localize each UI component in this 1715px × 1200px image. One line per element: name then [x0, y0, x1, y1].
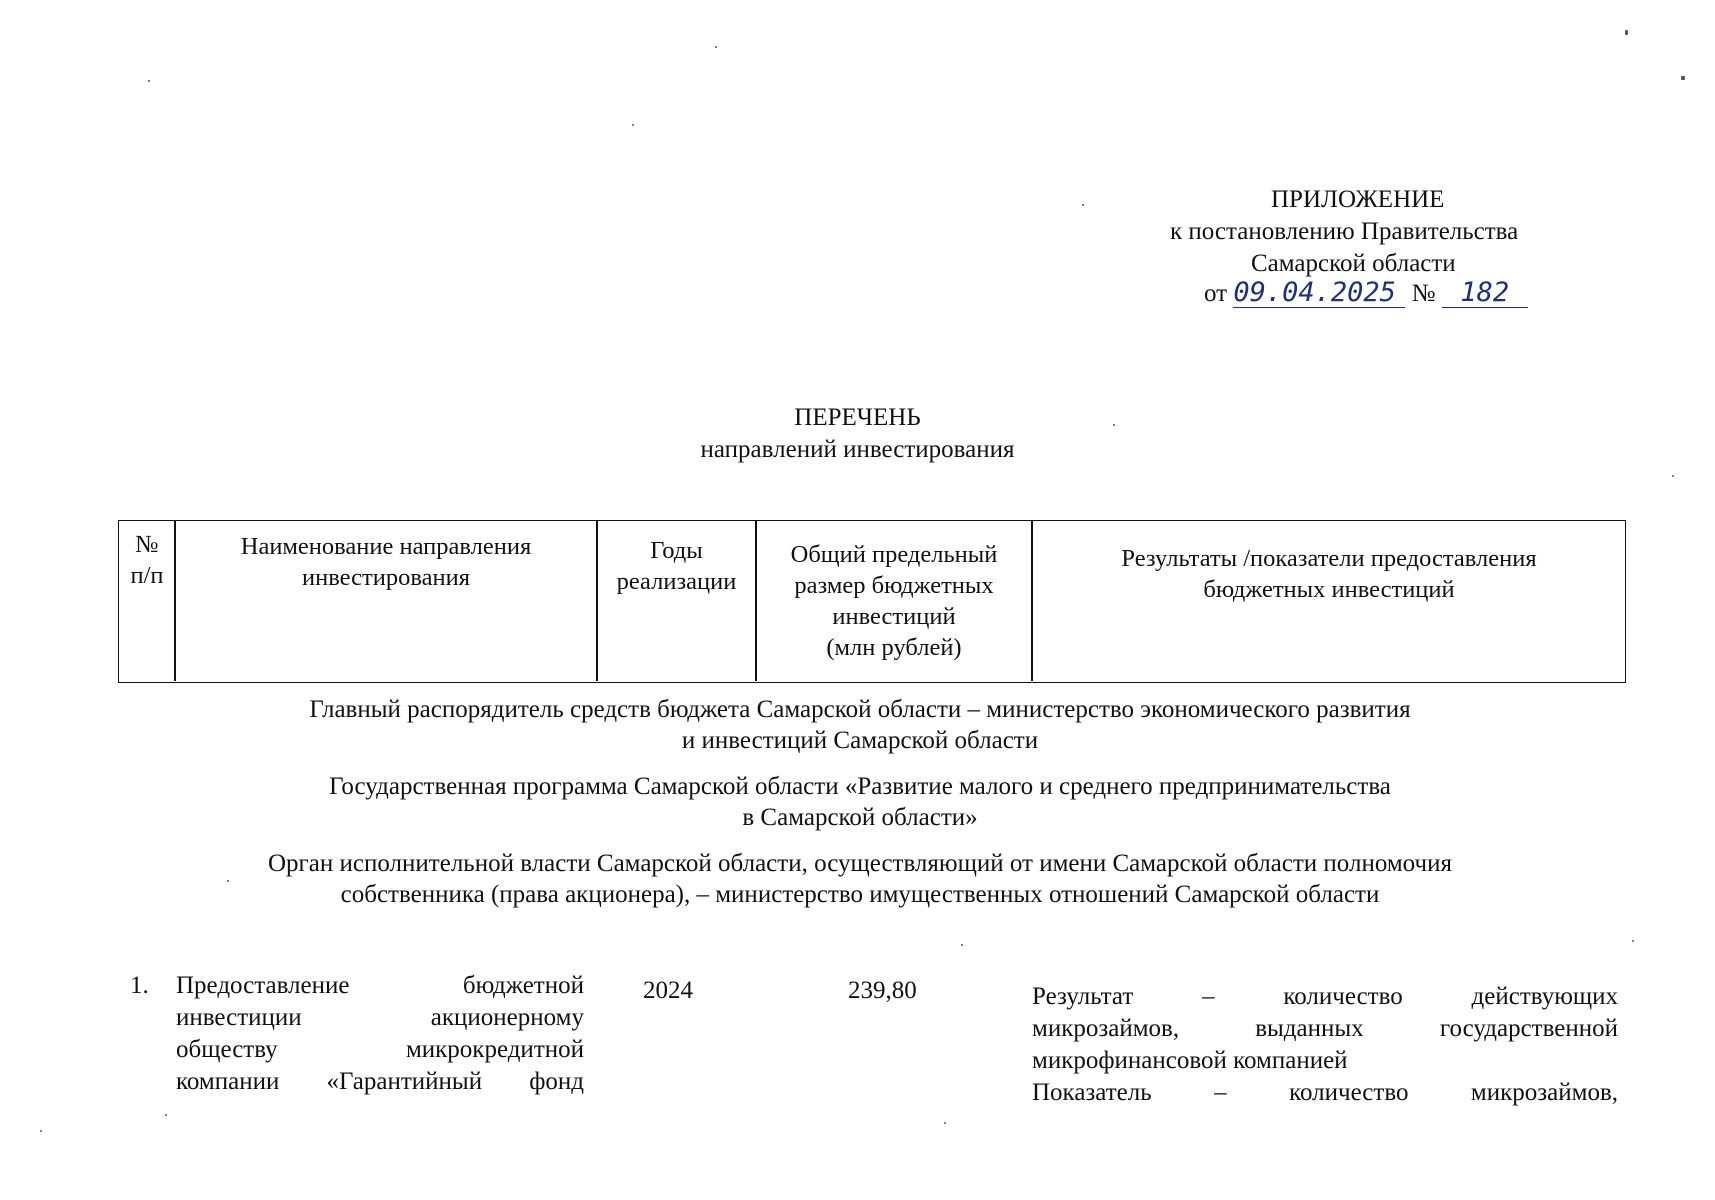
handwritten-date: 09.04.2025 [1233, 279, 1405, 308]
scan-speck [1672, 475, 1674, 477]
row-name [176, 970, 584, 1098]
header-name-line-1: Наименование направления [240, 533, 532, 560]
header-name [176, 531, 596, 593]
scan-speck [961, 944, 963, 946]
document-title: ПЕРЕЧЕНЬ [794, 404, 921, 431]
scan-speck [40, 1130, 42, 1132]
header-number-line-2: п/п [130, 562, 164, 589]
header-results [1033, 543, 1625, 605]
section-executive-body-line-2: собственника (права акционера), – министерство имущественных отношений Самарской области [340, 881, 1380, 908]
header-amount-line-3: инвестиций [832, 603, 956, 630]
row-results-line-4: Показатель – количество микрозаймов, [1032, 1079, 1618, 1106]
header-years [598, 535, 755, 597]
table-header [118, 520, 1626, 683]
row-results-line-3: микрофинансовой компанией [1032, 1047, 1348, 1074]
scan-speck [1632, 940, 1634, 942]
row-results-line-1: Результат – количество действующих [1032, 983, 1618, 1010]
section-executive-body [150, 848, 1570, 910]
scan-speck [1082, 204, 1084, 206]
scan-speck [944, 1122, 946, 1124]
header-results-line-1: Результаты /показатели предоставления [1121, 545, 1537, 572]
section-chief-administrator-line-1: Главный распорядитель средств бюджета Самарской области – министерство экономического развития [309, 696, 1411, 723]
appendix-title: ПРИЛОЖЕНИЕ [1271, 186, 1445, 213]
scan-speck [1113, 424, 1115, 426]
header-amount-line-4: (млн рублей) [826, 634, 962, 661]
row-year: 2024 [643, 977, 693, 1004]
header-amount-line-1: Общий предельный [790, 541, 998, 568]
handwritten-number: 182 [1442, 279, 1528, 308]
row-results [1032, 981, 1618, 1109]
header-amount-line-2: размер бюджетных [794, 572, 994, 599]
section-chief-administrator [150, 694, 1570, 756]
scan-speck [632, 124, 634, 126]
appendix-line-1: к постановлению Правительства [1170, 218, 1519, 245]
scan-speck [1625, 30, 1628, 35]
header-name-line-2: инвестирования [302, 564, 470, 591]
row-name-line-3: обществу микрокредитной [176, 1036, 584, 1063]
scan-speck [1681, 76, 1685, 80]
date-prefix: от [1204, 280, 1228, 307]
header-years-line-2: реализации [616, 568, 737, 595]
row-results-line-2: микрозаймов, выданных государственной [1032, 1015, 1618, 1042]
appendix-date-line [1204, 278, 1528, 310]
scan-speck [148, 80, 150, 82]
appendix-line-2: Самарской области [1251, 250, 1456, 277]
row-name-line-2: инвестиции акционерному [176, 1004, 584, 1031]
section-state-program-line-1: Государственная программа Самарской области «Развитие малого и среднего предпринимательства [329, 773, 1391, 800]
scan-speck [227, 880, 229, 882]
scan-speck [715, 46, 717, 48]
section-state-program [150, 771, 1570, 833]
row-number: 1. [130, 972, 149, 999]
row-name-line-1: Предоставление бюджетной [176, 972, 584, 999]
section-chief-administrator-line-2: и инвестиций Самарской области [681, 727, 1039, 754]
header-number [119, 529, 175, 591]
number-sign: № [1411, 280, 1436, 307]
section-executive-body-line-1: Орган исполнительной власти Самарской области, осуществляющий от имени Самарской области полномочия [268, 850, 1452, 877]
row-name-line-4: компании «Гарантийный фонд [176, 1068, 584, 1095]
header-years-line-1: Годы [650, 537, 703, 564]
header-amount [757, 539, 1031, 663]
document-subtitle: направлений инвестирования [700, 436, 1015, 463]
row-amount: 239,80 [848, 977, 917, 1004]
scan-speck [165, 1114, 167, 1116]
header-number-line-1: № [135, 531, 159, 558]
section-state-program-line-2: в Самарской области» [742, 804, 978, 831]
header-results-line-2: бюджетных инвестиций [1203, 576, 1455, 603]
